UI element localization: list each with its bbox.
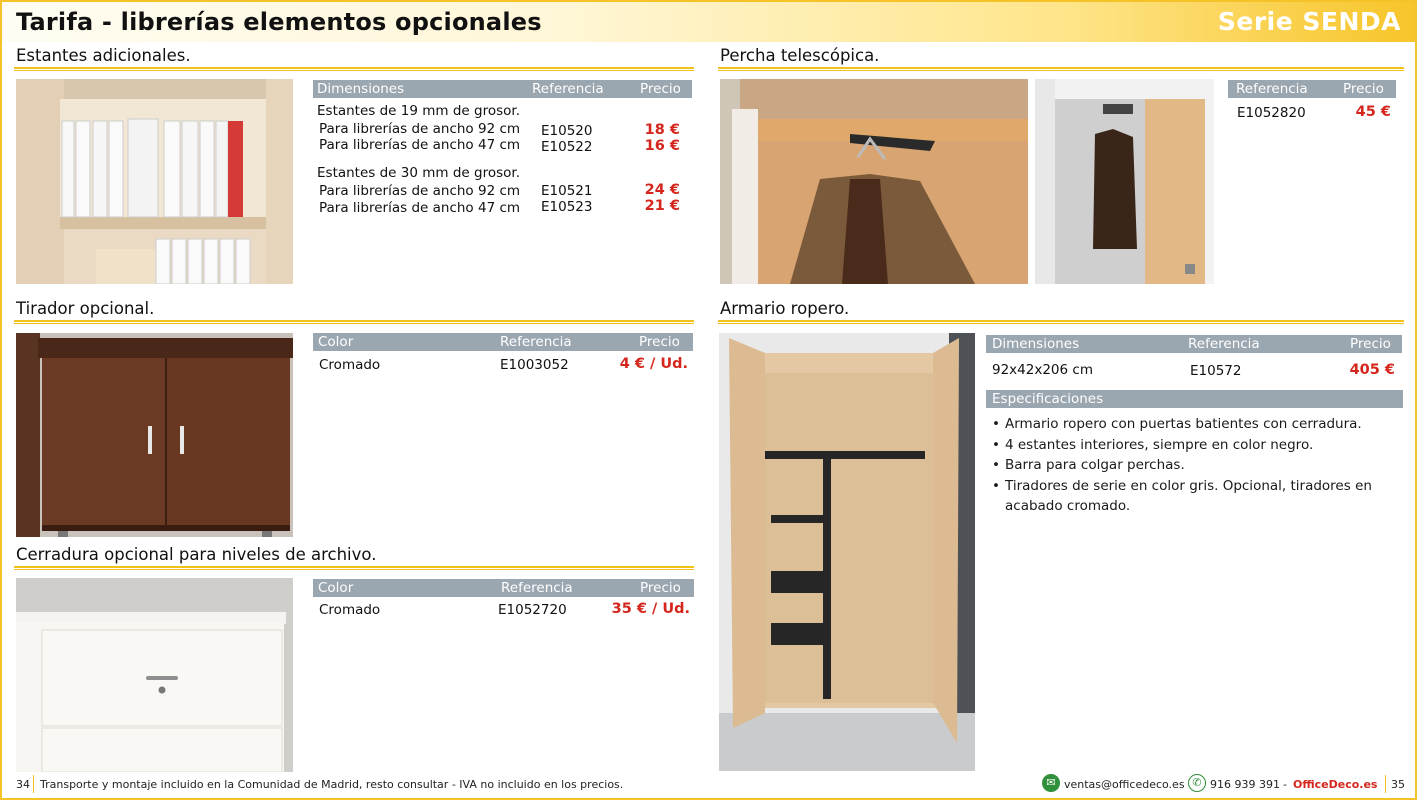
spec-item: • Barra para colgar perchas. xyxy=(992,455,1406,476)
page-number-left: 34 xyxy=(16,778,30,791)
col-precio: Precio xyxy=(1350,336,1391,352)
col-color: Color xyxy=(318,334,354,350)
group-label: Estantes de 30 mm de grosor. xyxy=(317,165,520,181)
col-precio: Precio xyxy=(640,580,681,596)
col-dimensiones: Dimensiones xyxy=(992,336,1080,352)
section-title-armario: Armario ropero. xyxy=(720,299,850,318)
row-price: 24 € xyxy=(644,182,680,198)
page-header xyxy=(2,2,1415,42)
col-referencia: Referencia xyxy=(501,580,573,596)
tirador-photo xyxy=(16,333,293,537)
section-rule xyxy=(718,67,1404,71)
section-title-tirador: Tirador opcional. xyxy=(16,299,155,318)
row-price: 16 € xyxy=(644,138,680,154)
specs-label: Especificaciones xyxy=(992,391,1104,407)
row-desc: Para librerías de ancho 47 cm xyxy=(319,137,521,153)
row-ref: E1003052 xyxy=(500,357,569,373)
row-color: Cromado xyxy=(319,357,381,373)
footer-separator: - xyxy=(1283,778,1287,791)
footer-email[interactable]: ventas@officedeco.es xyxy=(1064,778,1185,791)
page-footer xyxy=(0,772,1417,798)
estantes-photo xyxy=(16,79,293,284)
col-precio: Precio xyxy=(1343,81,1384,97)
percha-photo-closeup xyxy=(720,79,1028,284)
estantes-table-header xyxy=(313,80,692,98)
row-ref: E1052820 xyxy=(1237,105,1306,121)
section-rule xyxy=(14,566,694,570)
cerradura-photo xyxy=(16,578,293,772)
armario-table-header xyxy=(986,335,1402,353)
col-referencia: Referencia xyxy=(500,334,572,350)
email-icon: ✉ xyxy=(1042,774,1060,792)
page-title: Tarifa - librerías elementos opcionales xyxy=(16,8,542,36)
percha-table-header xyxy=(1228,80,1396,98)
footer-phone[interactable]: 916 939 391 xyxy=(1210,778,1280,791)
row-price: 405 € xyxy=(1349,362,1395,378)
row-price: 18 € xyxy=(644,122,680,138)
spec-item: • 4 estantes interiores, siempre en color negro. xyxy=(992,435,1406,456)
footer-divider xyxy=(1385,775,1386,793)
section-title-cerradura: Cerradura opcional para niveles de archivo. xyxy=(16,545,377,564)
row-ref: E10522 xyxy=(541,139,593,155)
row-dim: 92x42x206 cm xyxy=(992,362,1093,378)
col-referencia: Referencia xyxy=(1236,81,1308,97)
row-ref: E10520 xyxy=(541,123,593,139)
footer-brand[interactable]: OfficeDeco.es xyxy=(1293,778,1378,791)
row-ref: E10572 xyxy=(1190,363,1242,379)
col-precio: Precio xyxy=(639,334,680,350)
row-color: Cromado xyxy=(319,602,381,618)
section-title-estantes: Estantes adicionales. xyxy=(16,46,191,65)
col-referencia: Referencia xyxy=(1188,336,1260,352)
specs-header xyxy=(986,390,1403,408)
spec-item: • Tiradores de serie en color gris. Opcional, tiradores en acabado cromado. xyxy=(992,476,1406,517)
section-title-percha: Percha telescópica. xyxy=(720,46,880,65)
col-dimensiones: Dimensiones xyxy=(317,81,405,97)
specs-list xyxy=(992,414,1406,517)
row-ref: E1052720 xyxy=(498,602,567,618)
row-price: 21 € xyxy=(644,198,680,214)
section-rule xyxy=(14,320,694,324)
series-name: Serie SENDA xyxy=(1217,7,1401,36)
phone-icon: ✆ xyxy=(1188,774,1206,792)
footer-divider xyxy=(33,775,34,793)
page-number-right: 35 xyxy=(1391,778,1405,791)
row-desc: Para librerías de ancho 92 cm xyxy=(319,121,521,137)
row-ref: E10523 xyxy=(541,199,593,215)
footer-note: Transporte y montaje incluido en la Comunidad de Madrid, resto consultar - IVA no incluido en los precios. xyxy=(40,778,624,791)
row-price: 35 € / Ud. xyxy=(611,601,690,617)
cerradura-table-header xyxy=(313,579,694,597)
col-color: Color xyxy=(318,580,354,596)
row-desc: Para librerías de ancho 92 cm xyxy=(319,183,521,199)
col-referencia: Referencia xyxy=(532,81,604,97)
row-price: 4 € / Ud. xyxy=(619,356,688,372)
tirador-table-header xyxy=(313,333,693,351)
row-ref: E10521 xyxy=(541,183,593,199)
col-precio: Precio xyxy=(640,81,681,97)
percha-photo-wardrobe xyxy=(1035,79,1214,284)
spec-item: • Armario ropero con puertas batientes con cerradura. xyxy=(992,414,1406,435)
group-label: Estantes de 19 mm de grosor. xyxy=(317,103,520,119)
section-rule xyxy=(14,67,694,71)
armario-photo xyxy=(719,333,975,771)
row-desc: Para librerías de ancho 47 cm xyxy=(319,200,521,216)
row-price: 45 € xyxy=(1355,104,1391,120)
section-rule xyxy=(718,320,1404,324)
